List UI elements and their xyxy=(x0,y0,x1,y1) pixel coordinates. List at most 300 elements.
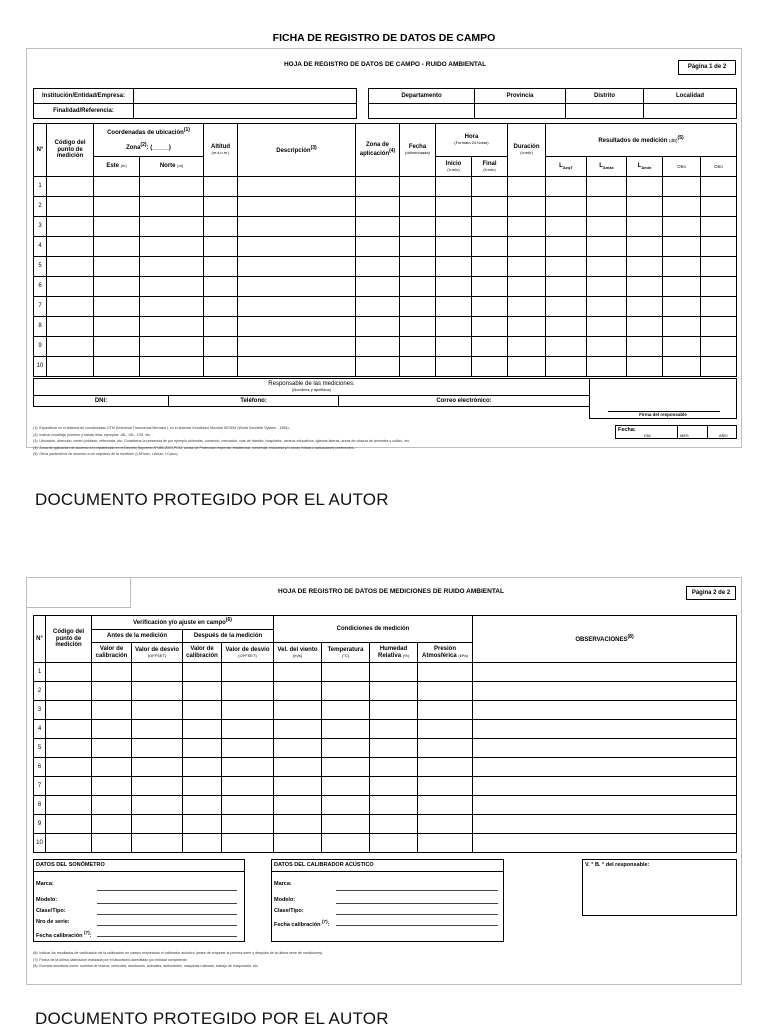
table-cell[interactable] xyxy=(508,197,546,217)
table-cell[interactable] xyxy=(546,177,587,197)
table-cell[interactable] xyxy=(238,197,356,217)
col-viento-header xyxy=(274,643,322,663)
table-cell[interactable] xyxy=(356,197,400,217)
table-cell[interactable] xyxy=(47,197,94,217)
table-cell[interactable] xyxy=(370,758,418,777)
table-cell[interactable] xyxy=(140,317,204,337)
distrito-header: Distrito xyxy=(566,89,644,104)
sonometro-fecha-input[interactable] xyxy=(97,936,237,937)
table-cell[interactable] xyxy=(418,663,473,682)
table-cell[interactable] xyxy=(587,277,627,297)
table-cell[interactable] xyxy=(473,739,737,758)
table-cell[interactable] xyxy=(587,297,627,317)
table-cell[interactable] xyxy=(472,197,508,217)
table-cell[interactable] xyxy=(473,701,737,720)
table-cell[interactable] xyxy=(587,237,627,257)
table-cell[interactable] xyxy=(587,197,627,217)
table-cell[interactable] xyxy=(436,297,472,317)
table-cell[interactable] xyxy=(508,257,546,277)
table-cell[interactable] xyxy=(140,177,204,197)
dni-field[interactable]: DNI: xyxy=(34,396,169,407)
table-cell[interactable] xyxy=(322,815,370,834)
table-cell[interactable] xyxy=(546,217,587,237)
table-cell[interactable] xyxy=(222,758,274,777)
table-cell[interactable] xyxy=(508,177,546,197)
table-cell[interactable] xyxy=(46,701,92,720)
col-lamax-header xyxy=(587,157,627,177)
table-cell[interactable] xyxy=(183,739,222,758)
table-cell[interactable] xyxy=(222,701,274,720)
table-cell[interactable] xyxy=(400,337,436,357)
table-cell[interactable] xyxy=(238,237,356,257)
table-cell[interactable] xyxy=(46,815,92,834)
table-cell[interactable] xyxy=(140,237,204,257)
finalidad-input[interactable] xyxy=(134,104,357,119)
table-cell[interactable] xyxy=(627,337,663,357)
table-cell[interactable] xyxy=(92,663,132,682)
table-cell[interactable] xyxy=(94,317,140,337)
table-cell[interactable] xyxy=(222,777,274,796)
table-cell[interactable] xyxy=(472,337,508,357)
firma-box[interactable] xyxy=(589,378,737,419)
table-cell[interactable] xyxy=(400,297,436,317)
table-cell[interactable] xyxy=(436,257,472,277)
table-cell[interactable] xyxy=(663,257,701,277)
table-cell[interactable] xyxy=(47,177,94,197)
table-cell[interactable] xyxy=(508,217,546,237)
vb-responsable-box[interactable] xyxy=(582,859,737,916)
table-cell[interactable] xyxy=(587,357,627,377)
table-cell[interactable] xyxy=(132,777,183,796)
table-cell[interactable] xyxy=(418,720,473,739)
table-cell[interactable] xyxy=(92,777,132,796)
table-cell[interactable] xyxy=(663,217,701,237)
table-cell[interactable] xyxy=(627,277,663,297)
table-cell[interactable] xyxy=(238,297,356,317)
table-cell[interactable] xyxy=(238,337,356,357)
table-cell[interactable] xyxy=(436,357,472,377)
table-cell[interactable] xyxy=(140,257,204,277)
table-cell[interactable] xyxy=(132,663,183,682)
table-cell[interactable] xyxy=(663,357,701,377)
sonometro-modelo-input[interactable] xyxy=(97,903,237,904)
table-cell[interactable] xyxy=(92,796,132,815)
sonometro-clase-label: Clase/Tipo: xyxy=(36,908,66,914)
table-cell[interactable] xyxy=(183,663,222,682)
table-cell[interactable] xyxy=(94,177,140,197)
table-cell[interactable] xyxy=(222,682,274,701)
calibrador-clase-input[interactable] xyxy=(336,914,498,915)
table-cell[interactable] xyxy=(140,277,204,297)
despues-offset: (OFFSET) xyxy=(238,652,257,658)
table-cell[interactable] xyxy=(132,720,183,739)
calibrador-marca-label: Marca: xyxy=(274,881,292,887)
table-cell[interactable] xyxy=(238,317,356,337)
localidad-input[interactable] xyxy=(644,104,737,119)
table-cell[interactable] xyxy=(508,237,546,257)
table-cell[interactable] xyxy=(400,277,436,297)
table-cell[interactable] xyxy=(546,317,587,337)
table-cell[interactable] xyxy=(183,758,222,777)
table-cell[interactable] xyxy=(701,177,737,197)
table-cell[interactable] xyxy=(274,701,322,720)
table-cell[interactable] xyxy=(436,177,472,197)
table-cell[interactable] xyxy=(356,337,400,357)
table-cell[interactable] xyxy=(370,739,418,758)
row-number: 10 xyxy=(34,834,46,853)
table-cell[interactable] xyxy=(140,357,204,377)
table-cell[interactable] xyxy=(47,337,94,357)
table-cell[interactable] xyxy=(587,177,627,197)
table-cell[interactable] xyxy=(322,834,370,853)
table-cell[interactable] xyxy=(238,217,356,237)
table-cell[interactable] xyxy=(183,720,222,739)
table-cell[interactable] xyxy=(418,834,473,853)
table-cell[interactable] xyxy=(132,815,183,834)
sonometro-marca-input[interactable] xyxy=(97,890,237,891)
table-cell[interactable] xyxy=(47,357,94,377)
table-cell[interactable] xyxy=(94,217,140,237)
table-cell[interactable] xyxy=(627,217,663,237)
table-cell[interactable] xyxy=(356,217,400,237)
table-cell[interactable] xyxy=(274,815,322,834)
table-cell[interactable] xyxy=(546,357,587,377)
table-cell[interactable] xyxy=(222,663,274,682)
table-cell[interactable] xyxy=(508,297,546,317)
table-cell[interactable] xyxy=(356,277,400,297)
table-cell[interactable] xyxy=(46,834,92,853)
table-cell[interactable] xyxy=(322,758,370,777)
table-cell[interactable] xyxy=(94,337,140,357)
table-cell[interactable] xyxy=(701,337,737,357)
table-cell[interactable] xyxy=(546,277,587,297)
table-cell[interactable] xyxy=(183,777,222,796)
table-cell[interactable] xyxy=(418,701,473,720)
table-cell[interactable] xyxy=(356,297,400,317)
table-cell[interactable] xyxy=(400,357,436,377)
table-cell[interactable] xyxy=(627,357,663,377)
table-cell[interactable] xyxy=(322,739,370,758)
table-cell[interactable] xyxy=(370,720,418,739)
table-cell[interactable] xyxy=(356,237,400,257)
table-cell[interactable] xyxy=(472,177,508,197)
table-cell[interactable] xyxy=(472,317,508,337)
table-cell[interactable] xyxy=(47,277,94,297)
table-cell[interactable] xyxy=(546,297,587,317)
table-cell[interactable] xyxy=(370,796,418,815)
table-cell[interactable] xyxy=(204,257,238,277)
table-cell[interactable] xyxy=(587,217,627,237)
table-cell[interactable] xyxy=(663,337,701,357)
table-cell[interactable] xyxy=(274,682,322,701)
col-duracion-header xyxy=(508,124,546,177)
table-cell[interactable] xyxy=(94,297,140,317)
table-cell[interactable] xyxy=(92,701,132,720)
table-cell[interactable] xyxy=(274,720,322,739)
table-cell[interactable] xyxy=(132,796,183,815)
table-cell[interactable] xyxy=(473,777,737,796)
row-number: 2 xyxy=(34,197,47,217)
table-cell[interactable] xyxy=(472,297,508,317)
table-cell[interactable] xyxy=(473,720,737,739)
document-title: FICHA DE REGISTRO DE DATOS DE CAMPO xyxy=(272,32,496,44)
table-cell[interactable] xyxy=(183,682,222,701)
table-cell[interactable] xyxy=(322,777,370,796)
table-cell[interactable] xyxy=(370,834,418,853)
table-cell[interactable] xyxy=(472,217,508,237)
table-cell[interactable] xyxy=(663,197,701,217)
table-cell[interactable] xyxy=(356,177,400,197)
table-cell[interactable] xyxy=(222,739,274,758)
table-cell[interactable] xyxy=(418,682,473,701)
table-cell[interactable] xyxy=(46,663,92,682)
table-cell[interactable] xyxy=(473,758,737,777)
table-cell[interactable] xyxy=(222,834,274,853)
table-cell[interactable] xyxy=(222,796,274,815)
table-cell[interactable] xyxy=(47,297,94,317)
table-cell[interactable] xyxy=(370,663,418,682)
table-cell[interactable] xyxy=(222,815,274,834)
table-cell[interactable] xyxy=(204,317,238,337)
table-cell[interactable] xyxy=(274,739,322,758)
table-cell[interactable] xyxy=(663,297,701,317)
table-cell[interactable] xyxy=(400,237,436,257)
table-cell[interactable] xyxy=(546,337,587,357)
table-cell[interactable] xyxy=(436,317,472,337)
table-cell[interactable] xyxy=(663,177,701,197)
table-cell[interactable] xyxy=(473,834,737,853)
calibrador-fecha-input[interactable] xyxy=(336,925,498,926)
table-cell[interactable] xyxy=(183,701,222,720)
table-cell[interactable] xyxy=(701,317,737,337)
table-cell[interactable] xyxy=(46,796,92,815)
table-cell[interactable] xyxy=(473,682,737,701)
table-cell[interactable] xyxy=(473,796,737,815)
table-cell[interactable] xyxy=(587,317,627,337)
table-cell[interactable] xyxy=(140,217,204,237)
table-cell[interactable] xyxy=(274,758,322,777)
firma-label: Firma del responsable xyxy=(639,412,687,417)
table-cell[interactable] xyxy=(183,815,222,834)
vb-label: V. ° B. ° del responsable: xyxy=(585,862,650,868)
table-cell[interactable] xyxy=(322,663,370,682)
despues-valor-desvio-header xyxy=(222,643,274,663)
sonometro-clase-input[interactable] xyxy=(97,914,237,915)
table-cell[interactable] xyxy=(701,217,737,237)
table-cell[interactable] xyxy=(508,317,546,337)
table-cell[interactable] xyxy=(546,257,587,277)
table-cell[interactable] xyxy=(47,257,94,277)
institucion-input[interactable] xyxy=(134,89,357,104)
final-text: Final xyxy=(482,160,497,167)
table-cell[interactable] xyxy=(183,796,222,815)
sonometro-serie-input[interactable] xyxy=(97,925,237,926)
table-cell[interactable] xyxy=(701,197,737,217)
table-cell[interactable] xyxy=(587,257,627,277)
table-cell[interactable] xyxy=(356,357,400,377)
table-cell[interactable] xyxy=(92,758,132,777)
table-cell[interactable] xyxy=(238,277,356,297)
table-cell[interactable] xyxy=(472,237,508,257)
table-cell[interactable] xyxy=(322,720,370,739)
table-cell[interactable] xyxy=(663,317,701,337)
table-cell[interactable] xyxy=(92,739,132,758)
table-cell[interactable] xyxy=(132,834,183,853)
col-verificacion-header xyxy=(92,616,274,630)
table-cell[interactable] xyxy=(46,682,92,701)
table-cell[interactable] xyxy=(627,177,663,197)
table-cell[interactable] xyxy=(418,796,473,815)
table-cell[interactable] xyxy=(204,337,238,357)
table-cell[interactable] xyxy=(418,815,473,834)
calibrador-modelo-input[interactable] xyxy=(336,903,498,904)
table-cell[interactable] xyxy=(238,357,356,377)
resultados-text: Resultados de medición xyxy=(598,137,668,144)
table-cell[interactable] xyxy=(400,197,436,217)
table-cell[interactable] xyxy=(370,777,418,796)
table-cell[interactable] xyxy=(701,277,737,297)
table-cell[interactable] xyxy=(508,357,546,377)
lamin-text: L xyxy=(637,162,642,169)
table-cell[interactable] xyxy=(94,197,140,217)
table-cell[interactable] xyxy=(46,777,92,796)
table-cell[interactable] xyxy=(400,257,436,277)
este-text: Este xyxy=(106,163,119,170)
footnote: (6): Indicar los resultados de verificación de la calibración en campo empleando el calibrador acústico (antes de empezar la primera serie y después de la última serie de mediciones). xyxy=(33,951,324,955)
table-cell[interactable] xyxy=(92,815,132,834)
table-cell[interactable] xyxy=(370,701,418,720)
table-cell[interactable] xyxy=(418,758,473,777)
table-cell[interactable] xyxy=(356,257,400,277)
table-cell[interactable] xyxy=(627,197,663,217)
table-cell[interactable] xyxy=(132,739,183,758)
table-row xyxy=(34,777,737,796)
table-cell[interactable] xyxy=(204,197,238,217)
row-number: 1 xyxy=(34,177,47,197)
table-cell[interactable] xyxy=(473,663,737,682)
table-cell[interactable] xyxy=(238,177,356,197)
table-cell[interactable] xyxy=(274,777,322,796)
table-cell[interactable] xyxy=(370,815,418,834)
table-cell[interactable] xyxy=(472,277,508,297)
table-cell[interactable] xyxy=(132,758,183,777)
table-cell[interactable] xyxy=(204,357,238,377)
table-cell[interactable] xyxy=(204,217,238,237)
distrito-input[interactable] xyxy=(566,104,644,119)
table-cell[interactable] xyxy=(436,337,472,357)
table-cell[interactable] xyxy=(46,739,92,758)
table-cell[interactable] xyxy=(418,777,473,796)
table-cell[interactable] xyxy=(140,197,204,217)
localidad-header: Localidad xyxy=(644,89,737,104)
table-cell[interactable] xyxy=(92,682,132,701)
table-cell[interactable] xyxy=(183,834,222,853)
table-cell[interactable] xyxy=(92,720,132,739)
table-row xyxy=(34,701,737,720)
table-cell[interactable] xyxy=(132,701,183,720)
table-cell[interactable] xyxy=(400,317,436,337)
table-cell[interactable] xyxy=(701,237,737,257)
table-cell[interactable] xyxy=(94,277,140,297)
table-cell[interactable] xyxy=(663,237,701,257)
table-cell[interactable] xyxy=(436,197,472,217)
responsable-field[interactable] xyxy=(34,379,590,396)
table-cell[interactable] xyxy=(627,297,663,317)
col-codigo-header: Código del punto de medición xyxy=(46,616,92,663)
table-cell[interactable] xyxy=(46,758,92,777)
table-cell[interactable] xyxy=(274,663,322,682)
calibrador-marca-input[interactable] xyxy=(336,890,498,891)
table-cell[interactable] xyxy=(94,237,140,257)
table-cell[interactable] xyxy=(370,682,418,701)
table-cell[interactable] xyxy=(663,277,701,297)
table-cell[interactable] xyxy=(140,297,204,317)
table-cell[interactable] xyxy=(587,337,627,357)
table-cell[interactable] xyxy=(701,357,737,377)
resultados-sup: (5) xyxy=(677,134,684,141)
table-cell[interactable] xyxy=(436,277,472,297)
table-cell[interactable] xyxy=(47,237,94,257)
correo-field[interactable]: Correo electrónico: xyxy=(339,396,590,407)
table-cell[interactable] xyxy=(436,237,472,257)
provincia-input[interactable] xyxy=(475,104,566,119)
table-cell[interactable] xyxy=(204,237,238,257)
table-cell[interactable] xyxy=(238,257,356,277)
telefono-field[interactable]: Teléfono: xyxy=(169,396,339,407)
table-cell[interactable] xyxy=(701,297,737,317)
table-cell[interactable] xyxy=(46,720,92,739)
table-cell[interactable] xyxy=(546,237,587,257)
col-inicio-header xyxy=(436,157,472,177)
table-cell[interactable] xyxy=(204,177,238,197)
table-cell[interactable] xyxy=(204,277,238,297)
table-cell[interactable] xyxy=(92,834,132,853)
table-cell[interactable] xyxy=(47,217,94,237)
table-cell[interactable] xyxy=(546,197,587,217)
table-cell[interactable] xyxy=(204,297,238,317)
table-cell[interactable] xyxy=(473,815,737,834)
fecha-box[interactable] xyxy=(615,425,737,439)
table-cell[interactable] xyxy=(627,237,663,257)
table-cell[interactable] xyxy=(322,796,370,815)
table-cell[interactable] xyxy=(322,682,370,701)
departamento-input[interactable] xyxy=(369,104,475,119)
table-cell[interactable] xyxy=(222,720,274,739)
table-cell[interactable] xyxy=(508,277,546,297)
table-cell[interactable] xyxy=(472,257,508,277)
table-cell[interactable] xyxy=(701,257,737,277)
table-cell[interactable] xyxy=(418,739,473,758)
table-cell[interactable] xyxy=(274,834,322,853)
table-row xyxy=(34,796,737,815)
table-cell[interactable] xyxy=(472,357,508,377)
table-cell[interactable] xyxy=(400,177,436,197)
table-cell[interactable] xyxy=(400,217,436,237)
table-cell[interactable] xyxy=(322,701,370,720)
table-cell[interactable] xyxy=(627,257,663,277)
table-cell[interactable] xyxy=(140,337,204,357)
table-cell[interactable] xyxy=(94,357,140,377)
footnote: (2): Indicar zona/faja (número y banda letra, ejemplos: 18L, 19L, 17M, etc. xyxy=(33,432,152,437)
table-cell[interactable] xyxy=(356,317,400,337)
table-cell[interactable] xyxy=(436,217,472,237)
table-cell[interactable] xyxy=(132,682,183,701)
table-cell[interactable] xyxy=(274,796,322,815)
table-cell[interactable] xyxy=(627,317,663,337)
table-cell[interactable] xyxy=(508,337,546,357)
table-cell[interactable] xyxy=(94,257,140,277)
table-cell[interactable] xyxy=(47,317,94,337)
